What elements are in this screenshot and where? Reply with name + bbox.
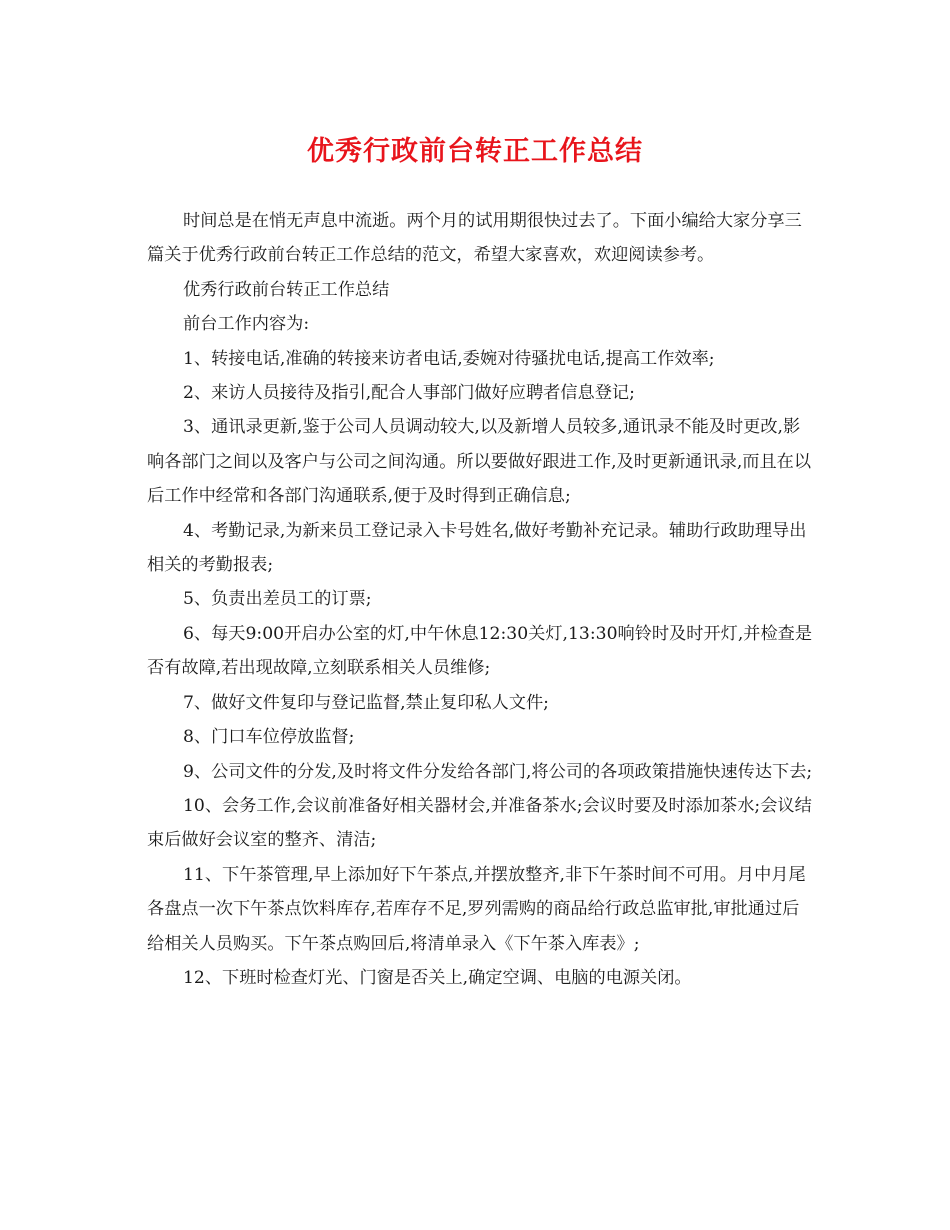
list-item-4: 4、考勤记录,为新来员工登记录入卡号姓名,做好考勤补充记录。辅助行政助理导出相关的考勤报表; xyxy=(147,520,807,576)
list-item-7: 7、做好文件复印与登记监督,禁止复印私人文件; xyxy=(183,692,549,713)
list-item-12: 12、下班时检查灯光、门窗是否关上,确定空调、电脑的电源关闭。 xyxy=(183,967,692,988)
paragraph-intro: 时间总是在悄无声息中流逝。两个月的试用期很快过去了。下面小编给大家分享三篇关于优秀行政前台转正工作总结的范文，希望大家喜欢，欢迎阅读参考。 xyxy=(147,211,802,266)
list-item-2: 2、来访人员接待及指引,配合人事部门做好应聘者信息登记; xyxy=(183,383,635,404)
document-body xyxy=(147,204,815,995)
list-item-1: 1、转接电话,准确的转接来访者电话,委婉对待骚扰电话,提高工作效率; xyxy=(183,348,715,369)
list-item-11: 11、下午茶管理,早上添加好下午茶点,并摆放整齐,非下午茶时间不可用。月中月尾各盘点一次下午茶点饮料库存,若库存不足,罗列需购的商品给行政总监审批,审批通过后给相关人员购买。下午茶点购回后,将清单录入《下午茶入库表》; xyxy=(147,864,806,954)
list-item-3: 3、通讯录更新,鉴于公司人员调动较大,以及新增人员较多,通讯录不能及时更改,影响各部门之间以及客户与公司之间沟通。所以要做好跟进工作,及时更新通讯录,而且在以后工作中经常和各部门沟通联系,便于及时得到正确信息; xyxy=(147,417,812,507)
list-item-10: 10、会务工作,会议前准备好相关器材会,并准备茶水;会议时要及时添加茶水;会议结束后做好会议室的整齐、清洁; xyxy=(147,795,812,851)
list-item-8: 8、门口车位停放监督; xyxy=(183,727,355,748)
list-item-6: 6、每天9:00开启办公室的灯,中午休息12:30关灯,13:30响铃时及时开灯,并检查是否有故障,若出现故障,立刻联系相关人员维修; xyxy=(147,623,813,679)
list-item-5: 5、负责出差员工的订票; xyxy=(183,589,372,610)
list-item-9: 9、公司文件的分发,及时将文件分发给各部门,将公司的各项政策措施快速传达下去; xyxy=(183,761,813,782)
paragraph-subtitle: 优秀行政前台转正工作总结 xyxy=(183,279,390,300)
paragraph-heading: 前台工作内容为: xyxy=(183,314,310,335)
document-title: 优秀行政前台转正工作总结 xyxy=(307,136,643,167)
